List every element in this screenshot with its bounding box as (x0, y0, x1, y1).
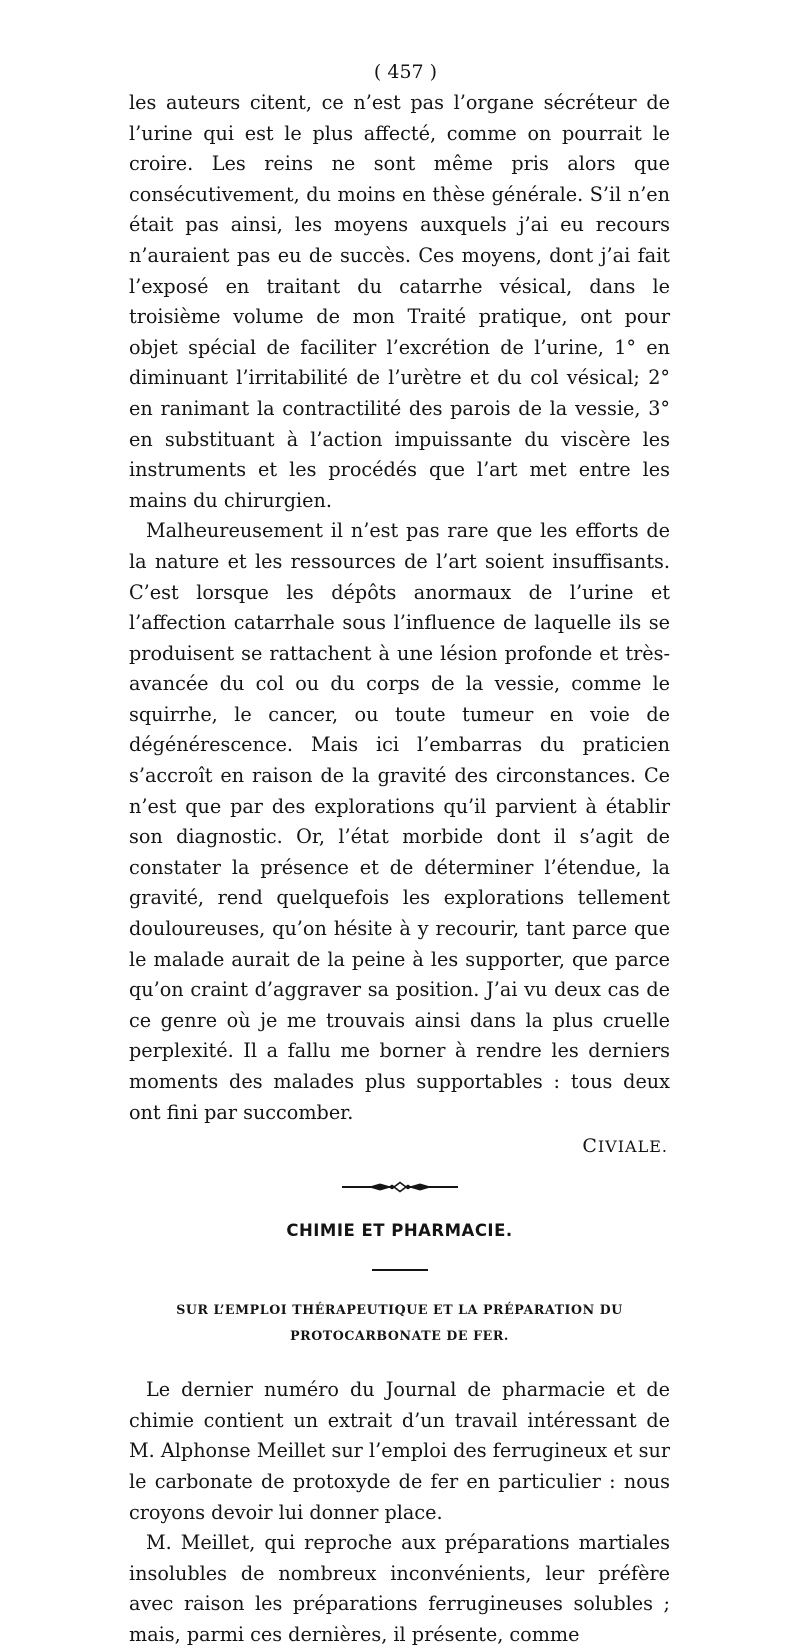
section-title: CHIMIE ET PHARMACIE. (286, 1221, 513, 1241)
paragraph-3: Le dernier numéro du Journal de pharmacie et de chimie contient un extrait d’un travail intéressant de M. Alphonse Meillet sur l’emploi des ferrugineux et sur le carbonate de protoxyde de fer en particulier : nous croyons devoir lui donner place. (129, 1378, 670, 1524)
ornament-divider-icon (340, 1181, 460, 1193)
title-rule (372, 1269, 428, 1271)
page-number: ( 457 ) (373, 61, 438, 83)
book-page (129, 58, 670, 1651)
paragraph-2: Malheureusement il n’est pas rare que les efforts de la nature et les ressources de l’art soient insuffisants. C’est lorsque les dépôts anormaux de l’urine et l’affection catarrhale sous l’influence de laquelle ils se produisent se rattachent à une lésion profonde et très-avancée du col ou du corps de la vessie, comme le squirrhe, le cancer, ou toute tumeur en voie de dégénérescence. Mais ici l’embarras du praticien s’accroît en raison de la gravité des circonstances. Ce n’est que par des explorations qu’il parvient à établir son diagnostic. Or, l’état morbide dont il s’agit de constater la présence et de déterminer l’étendue, la gravité, rend quelquefois les explorations tellement douloureuses, qu’on hésite à y recourir, tant parce que le malade aurait de la peine à les supporter, que parce qu’on craint d’aggraver sa position. J’ai vu deux cas de ce genre où je me trouvais ainsi dans la plus cruelle perplexité. Il a fallu me borner à rendre les derniers moments des malades plus supportables : tous deux ont fini par succomber. (129, 519, 670, 1124)
signature-initial: C (582, 1135, 598, 1158)
signature-rest: IVIALE. (597, 1137, 668, 1157)
paragraph-1: les auteurs citent, ce n’est pas l’organe sécréteur de l’urine qui est le plus affecté, comme on pourrait le croire. Les reins ne sont même pris alors que consécutivement, du moins en thèse générale. S’il n’en était pas ainsi, les moyens auxquels j’ai eu recours n’auraient pas eu de succès. Ces moyens, dont j’ai fait l’exposé en traitant du catarrhe vésical, dans le troisième volume de mon Traité pratique, ont pour objet spécial de faciliter l’excrétion de l’urine, 1° en diminuant l’irritabilité de l’urètre et du col vésical; 2° en ranimant la contractilité des parois de la vessie, 3° en substituant à l’action impuissante du viscère les instruments et les procédés que l’art met entre les mains du chirurgien. (129, 91, 670, 512)
article-body (129, 1375, 670, 1650)
article-title: SUR L’EMPLOI THÉRAPEUTIQUE ET LA PRÉPARATION DU PROTOCARBONATE DE FER. (176, 1302, 623, 1344)
author-signature (129, 1131, 670, 1161)
paragraph-4: M. Meillet, qui reproche aux préparations martiales insolubles de nombreux inconvénients, leur préfère avec raison les préparations ferrugineuses solubles ; mais, parmi ces dernières, il présente, comme (129, 1531, 670, 1646)
